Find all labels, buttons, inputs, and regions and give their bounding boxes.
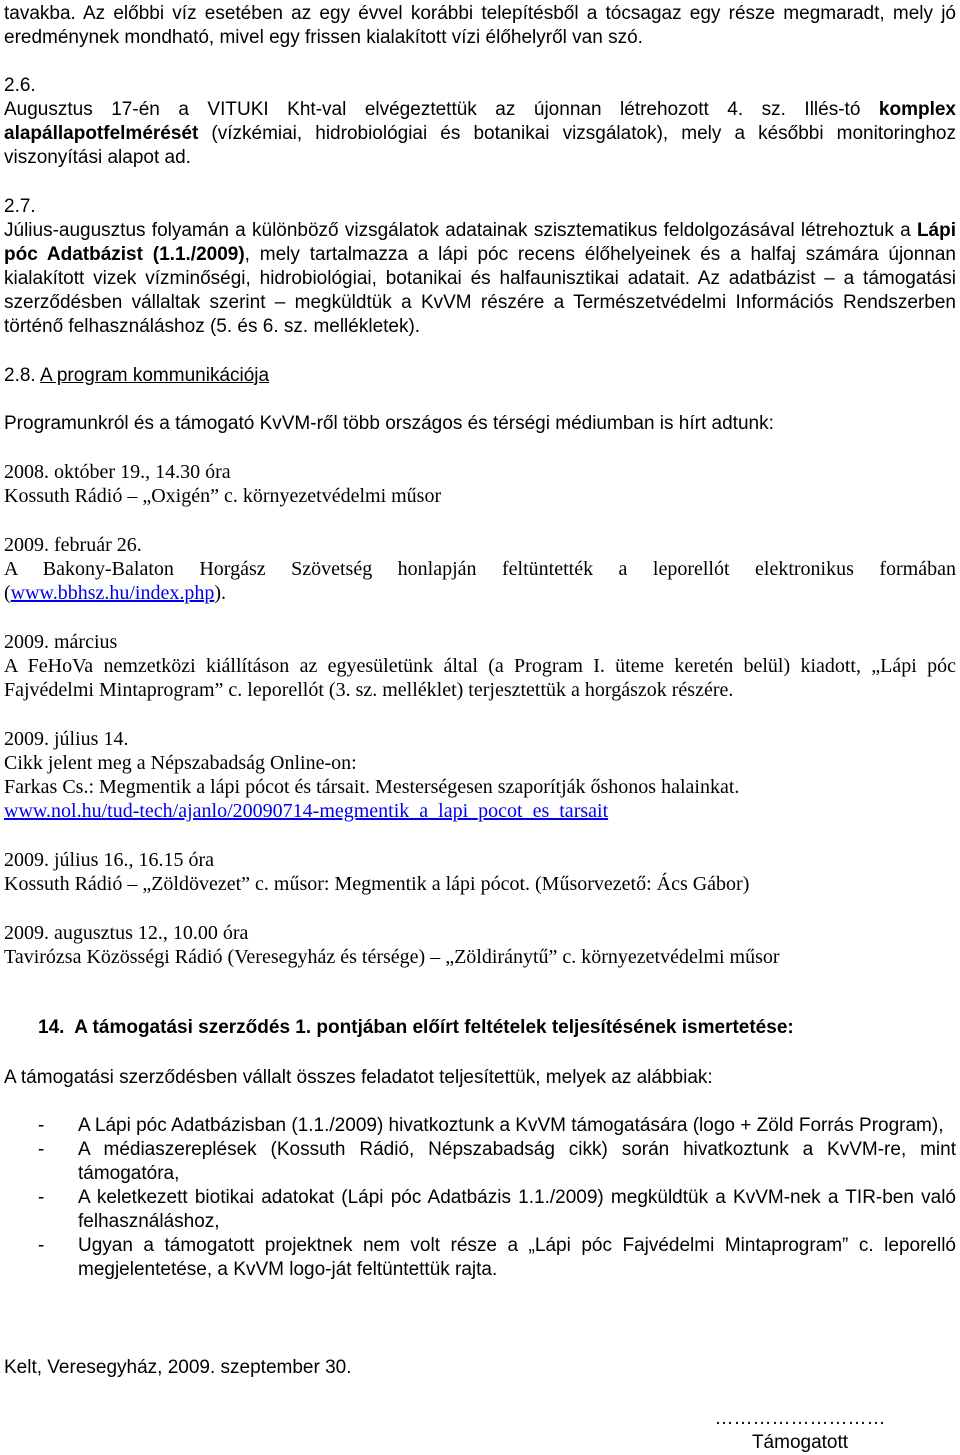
- signature-line: ………………………: [714, 1408, 886, 1429]
- section-14-intro-text: A támogatási szerződésben vállalt összes feladatot teljesítettük, melyek az alábbiak:: [4, 1067, 713, 1088]
- media-text: Kossuth Rádió – „Oxigén” c. környezetvédelmi műsor: [4, 485, 442, 507]
- list-item-text: A Lápi póc Adatbázisban (1.1./2009) hivatkoztunk a KvVM támogatására (logo + Zöld Forrás Program),: [78, 1115, 944, 1136]
- media-entry: [4, 727, 956, 823]
- intro-paragraph: [4, 2, 956, 50]
- section-14-heading: [4, 1016, 956, 1040]
- section-14-intro: [4, 1066, 956, 1090]
- list-item-text: Ugyan a támogatott projektnek nem volt része a „Lápi póc Fajvédelmi Mintaprogram” c. leporelló megjelentetése, a KvVM logo-ját feltüntettük rajta.: [78, 1235, 956, 1280]
- section-2-7-text-1: Július-augusztus folyamán a különböző vizsgálatok adatainak szisztematikus feldolgozásával létrehoztuk a: [4, 220, 917, 241]
- section-2-6-text-1: Augusztus 17-én a VITUKI Kht-val elvégeztettük az újonnan létrehozott 4. sz. Illés-tó: [4, 99, 879, 120]
- signature-block: [710, 1407, 890, 1455]
- list-bullet: -: [38, 1235, 45, 1256]
- section-2-8-title: A program kommunikációja: [39, 365, 270, 386]
- section-2-8-heading: [4, 364, 956, 388]
- media-text: Farkas Cs.: Megmentik a lápi pócot és társait. Mesterségesen szaporítják őshonos halainkat.: [4, 776, 740, 798]
- place-date-text: Kelt, Veresegyház, 2009. szeptember 30.: [4, 1357, 352, 1378]
- section-14-title: 14. A támogatási szerződés 1. pontjában előírt feltételek teljesítésének ismertetése:: [38, 1017, 794, 1038]
- list-bullet: -: [38, 1139, 45, 1160]
- commitment-list: [4, 1114, 956, 1282]
- media-text: Tavirózsa Közösségi Rádió (Veresegyház és térsége) – „Zöldiránytű” c. környezetvédelmi műsor: [4, 946, 780, 968]
- list-item: [4, 1138, 956, 1186]
- list-item: [4, 1186, 956, 1234]
- media-date: 2009. július 14.: [4, 728, 129, 750]
- media-date: 2009. augusztus 12., 10.00 óra: [4, 922, 249, 944]
- section-2-8: [4, 364, 956, 388]
- media-text: Cikk jelent meg a Népszabadság Online-on:: [4, 752, 357, 774]
- media-entry: [4, 460, 956, 508]
- section-2-7-bold: Lápi póc Adatbázist (1.1./2009): [4, 220, 956, 265]
- media-entry: [4, 848, 956, 896]
- section-2-7: [4, 195, 956, 339]
- section-2-6-body: [4, 98, 956, 170]
- media-text: A FeHoVa nemzetközi kiállításon az egyesületünk által (a Program I. üteme keretén belül) kiadott, „Lápi póc Fajvédelmi Mintaprogram” c. leporellót (3. sz. melléklet) terjesztettük a horgászok részére.: [4, 655, 956, 701]
- media-entry: [4, 921, 956, 969]
- list-item: [4, 1234, 956, 1282]
- media-date: 2008. október 19., 14.30 óra: [4, 461, 231, 483]
- section-2-8-intro: [4, 412, 956, 436]
- list-bullet: -: [38, 1115, 45, 1136]
- section-number: 2.7.: [4, 196, 36, 217]
- section-2-6: [4, 74, 956, 170]
- nol-article-link[interactable]: www.nol.hu/tud-tech/ajanlo/20090714-megmentik_a_lapi_pocot_es_tarsait: [4, 800, 609, 822]
- list-item-text: A médiaszereplések (Kossuth Rádió, Népszabadság cikk) során hivatkoztunk a KvVM-re, mint támogatóra,: [78, 1139, 956, 1184]
- media-date: 2009. február 26.: [4, 534, 142, 556]
- media-entry: [4, 533, 956, 605]
- bbhsz-link[interactable]: www.bbhsz.hu/index.php: [10, 582, 215, 604]
- media-text-after: ).: [214, 582, 227, 604]
- section-number: 2.8.: [4, 365, 36, 386]
- section-2-6-bold: komplex alapállapotfelmérését: [4, 99, 956, 144]
- list-bullet: -: [38, 1187, 45, 1208]
- list-item: [4, 1114, 956, 1138]
- intro-text: tavakba. Az előbbi víz esetében az egy évvel korábbi telepítésből a tócsagaz egy része megmaradt, mely jó eredménynek mondható, mivel egy frissen kialakított vízi élőhelyről van szó.: [4, 3, 956, 48]
- media-text: [4, 557, 956, 605]
- section-2-7-text-2: , mely tartalmazza a lápi póc recens élőhelyeinek és a halfaj számára újonnan kialakított vizek vízminőségi, hidrobiológiai, botanikai és halfaunisztikai adatait. Az adatbázist – a támogatási szerződésben vállaltak szerint – megküldtük a KvVM részére a Természetvédelmi Információs Rendszerben történő felhasználáshoz (5. és 6. sz. mellékletek).: [4, 244, 956, 337]
- signature-label: Támogatott: [751, 1432, 849, 1453]
- section-2-7-body: [4, 219, 956, 339]
- media-date: 2009. július 16., 16.15 óra: [4, 849, 214, 871]
- list-item-text: A keletkezett biotikai adatokat (Lápi póc Adatbázis 1.1./2009) megküldtük a KvVM-nek a TIR-ben való felhasználáshoz,: [78, 1187, 956, 1232]
- section-2-8-intro-text: Programunkról és a támogató KvVM-ről több országos és térségi médiumban is hírt adtunk:: [4, 413, 774, 434]
- section-2-6-text-2: (vízkémiai, hidrobiológiai és botanikai vizsgálatok), mely a későbbi monitoringhoz viszonyítási alapot ad.: [4, 123, 956, 168]
- media-text-part: A Bakony-Balaton Horgász Szövetség honlapján feltüntették a leporellót elektronikus formában (: [4, 558, 956, 604]
- place-date: [4, 1356, 956, 1380]
- section-number: 2.6.: [4, 75, 36, 96]
- media-text: Kossuth Rádió – „Zöldövezet” c. műsor: Megmentik a lápi pócot. (Műsorvezető: Ács Gábor): [4, 873, 750, 895]
- media-entry: [4, 630, 956, 702]
- media-date: 2009. március: [4, 631, 118, 653]
